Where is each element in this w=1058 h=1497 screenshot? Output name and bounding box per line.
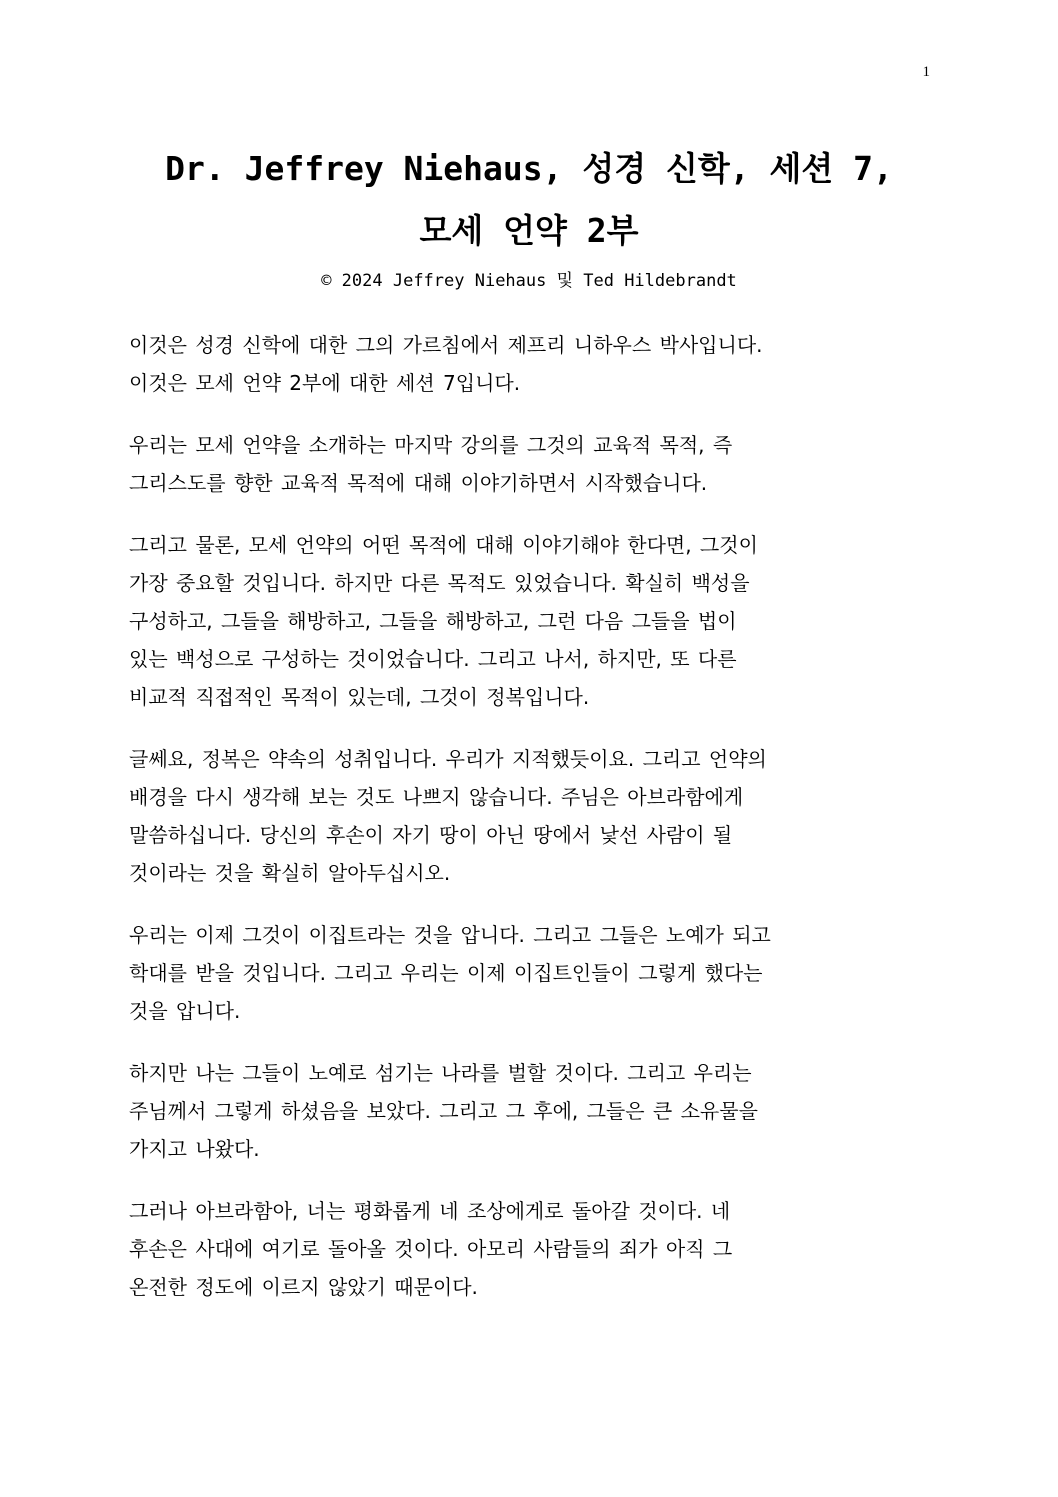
paragraph-line: 것이라는 것을 확실히 알아두십시오.	[129, 861, 451, 885]
paragraph-line: 주님께서 그렇게 하셨음을 보았다. 그리고 그 후에, 그들은 큰 소유물을	[129, 1099, 758, 1123]
paragraph-line: 온전한 정도에 이르지 않았기 때문이다.	[129, 1275, 478, 1299]
title-line-2: 모세 언약 2부	[419, 211, 639, 250]
paragraph-line: 것을 압니다.	[129, 999, 241, 1023]
paragraph-line: 그러나 아브라함아, 너는 평화롭게 네 조상에게로 돌아갈 것이다. 네	[129, 1199, 731, 1223]
paragraph-line: 후손은 사대에 여기로 돌아올 것이다. 아모리 사람들의 죄가 아직 그	[129, 1237, 733, 1261]
paragraph-line: 글쎄요, 정복은 약속의 성취입니다. 우리가 지적했듯이요. 그리고 언약의	[129, 747, 767, 771]
document-title	[80, 138, 978, 262]
paragraph-2	[129, 426, 919, 502]
paragraph-3	[129, 526, 919, 716]
paragraph-line: 가지고 나왔다.	[129, 1137, 260, 1161]
copyright-notice: © 2024 Jeffrey Niehaus 및 Ted Hildebrandt	[321, 271, 737, 291]
paragraph-line: 이것은 성경 신학에 대한 그의 가르침에서 제프리 니하우스 박사입니다.	[129, 333, 763, 357]
title-line-1: Dr. Jeffrey Niehaus, 성경 신학, 세션 7,	[165, 149, 893, 188]
paragraph-line: 말씀하십니다. 당신의 후손이 자기 땅이 아닌 땅에서 낯선 사람이 될	[129, 823, 733, 847]
paragraph-line: 가장 중요할 것입니다. 하지만 다른 목적도 있었습니다. 확실히 백성을	[129, 571, 750, 595]
paragraph-line: 하지만 나는 그들이 노예로 섬기는 나라를 벌할 것이다. 그리고 우리는	[129, 1061, 752, 1085]
paragraph-line: 비교적 직접적인 목적이 있는데, 그것이 정복입니다.	[129, 685, 590, 709]
paragraph-line: 있는 백성으로 구성하는 것이었습니다. 그리고 나서, 하지만, 또 다른	[129, 647, 737, 671]
paragraph-line: 학대를 받을 것입니다. 그리고 우리는 이제 이집트인들이 그렇게 했다는	[129, 961, 763, 985]
paragraph-5	[129, 916, 919, 1030]
paragraph-line: 우리는 이제 그것이 이집트라는 것을 압니다. 그리고 그들은 노예가 되고	[129, 923, 771, 947]
paragraph-1	[129, 326, 919, 402]
page-number: 1	[922, 64, 930, 80]
paragraph-line: 그리스도를 향한 교육적 목적에 대해 이야기하면서 시작했습니다.	[129, 471, 708, 495]
paragraph-line: 그리고 물론, 모세 언약의 어떤 목적에 대해 이야기해야 한다면, 그것이	[129, 533, 758, 557]
paragraph-6	[129, 1054, 919, 1168]
document-body	[129, 326, 919, 1330]
paragraph-7	[129, 1192, 919, 1306]
paragraph-line: 배경을 다시 생각해 보는 것도 나쁘지 않습니다. 주님은 아브라함에게	[129, 785, 744, 809]
paragraph-4	[129, 740, 919, 892]
paragraph-line: 이것은 모세 언약 2부에 대한 세션 7입니다.	[129, 371, 521, 395]
paragraph-line: 우리는 모세 언약을 소개하는 마지막 강의를 그것의 교육적 목적, 즉	[129, 433, 733, 457]
paragraph-line: 구성하고, 그들을 해방하고, 그들을 해방하고, 그런 다음 그들을 법이	[129, 609, 737, 633]
